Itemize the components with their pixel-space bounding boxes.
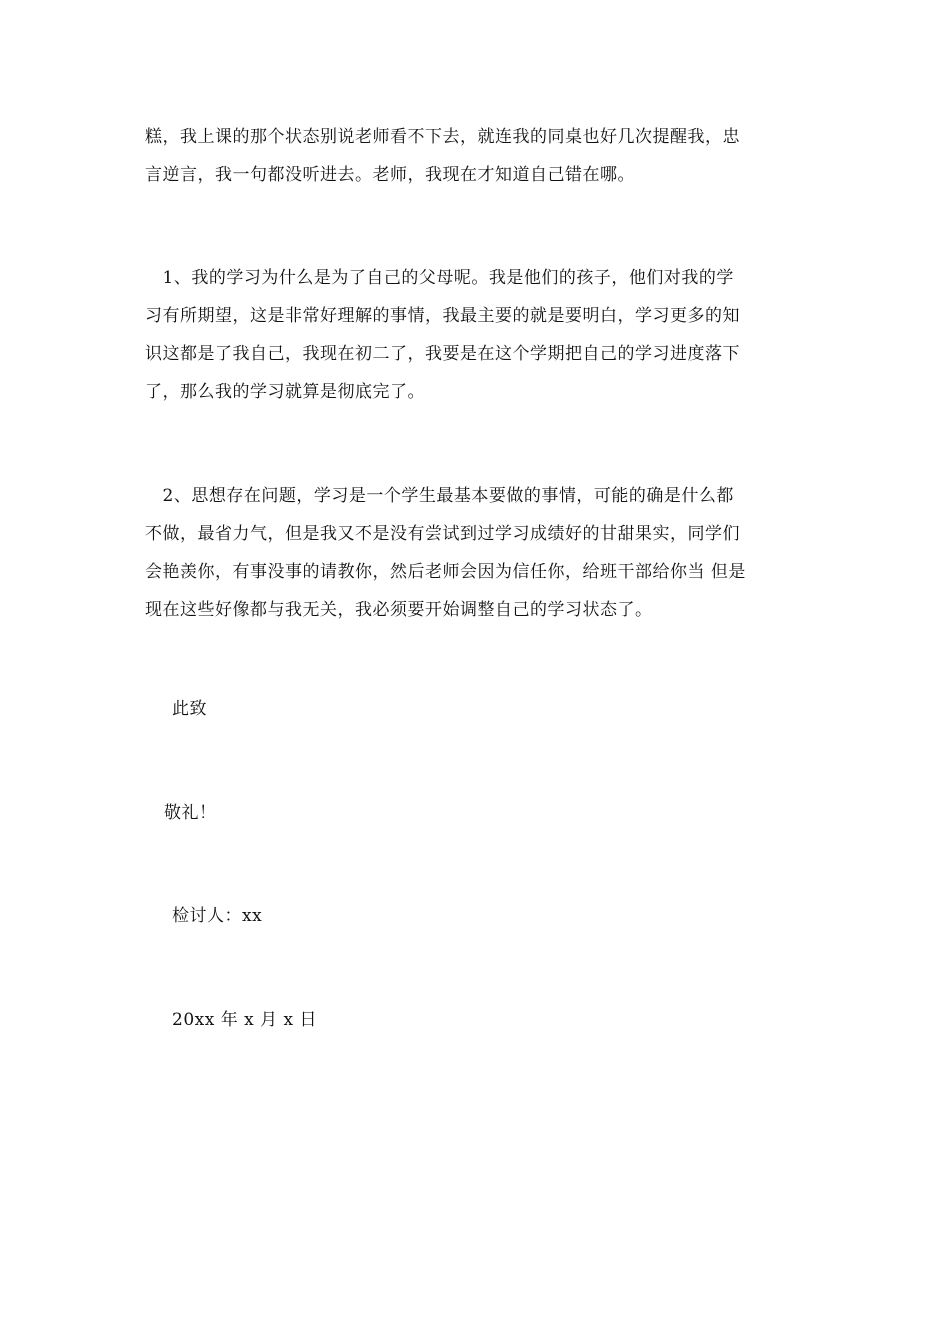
letter-closing: 此致 [172,699,207,719]
paragraph-line: 糕，我上课的那个状态别说老师看不下去，就连我的同桌也好几次提醒我，忠 [145,127,740,147]
paragraph-line: 言逆言，我一句都没听进去。老师，我现在才知道自己错在哪。 [145,165,635,185]
paragraph-point-2 [145,477,810,629]
paragraph-line: 识这都是了我自己，我现在初二了，我要是在这个学期把自己的学习进度落下 [145,344,740,364]
paragraph-line: 1、我的学习为什么是为了自己的父母呢。我是他们的孩子，他们对我的学 [145,268,734,288]
paragraph-line: 不做，最省力气，但是我又不是没有尝试到过学习成绩好的甘甜果实，同学们 [145,524,740,544]
paragraph-line: 现在这些好像都与我无关，我必须要开始调整自己的学习状态了。 [145,600,653,620]
letter-date: 20xx 年 x 月 x 日 [172,1010,318,1030]
paragraph-line: 2、思想存在问题，学习是一个学生最基本要做的事情，可能的确是什么都 [145,486,734,506]
paragraph-line: 了，那么我的学习就算是彻底完了。 [145,382,425,402]
paragraph-point-1 [145,259,810,411]
letter-signer: 检讨人：xx [172,906,263,926]
paragraph-line: 会艳羡你，有事没事的请教你，然后老师会因为信任你，给班干部给你当 但是 [145,562,746,582]
paragraph-line: 习有所期望，这是非常好理解的事情，我最主要的就是要明白，学习更多的知 [145,306,740,326]
paragraph-intro [145,118,810,194]
letter-regards: 敬礼！ [164,803,217,823]
